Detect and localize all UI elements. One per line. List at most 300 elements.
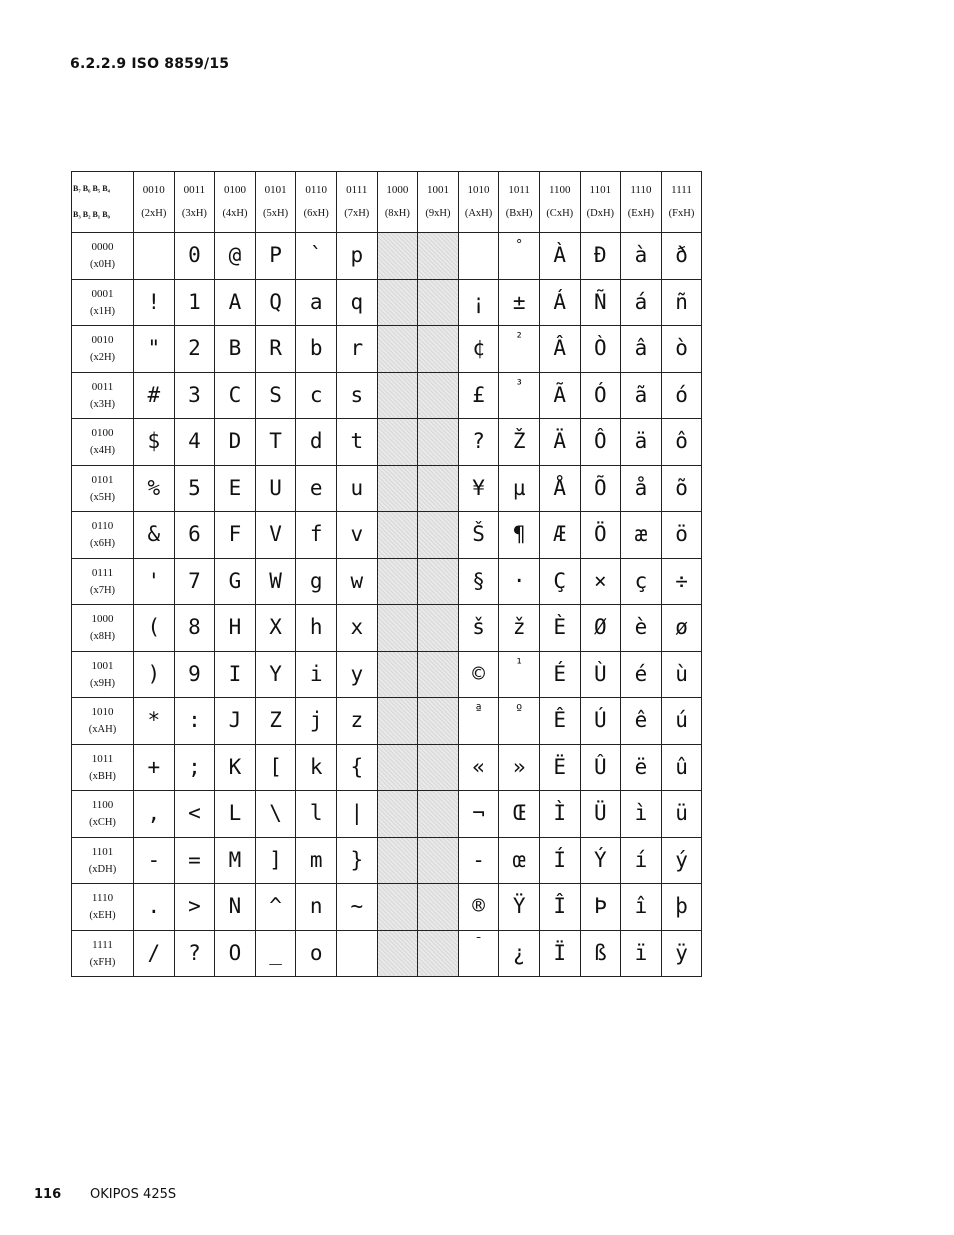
column-binary: 1000 (386, 183, 409, 196)
char-cell: y (336, 651, 377, 698)
char-cell (377, 419, 418, 466)
column-hex: (6xH) (303, 207, 329, 219)
char-cell: ÿ (661, 930, 702, 977)
char-cell (377, 512, 418, 559)
column-hex: (AxH) (464, 207, 493, 219)
char-cell: v (336, 512, 377, 559)
char-cell: i (296, 651, 337, 698)
row-hex: (x2H) (89, 352, 116, 364)
char-cell: § (458, 558, 499, 605)
column-hex: (8xH) (384, 207, 410, 219)
char-cell: ð (661, 233, 702, 280)
bit-order-corner (72, 172, 134, 233)
char-cell: * (134, 698, 175, 745)
char-cell: | (336, 791, 377, 838)
char-cell: L (215, 791, 256, 838)
table-row (72, 465, 702, 512)
column-header (458, 172, 499, 233)
char-cell (377, 326, 418, 373)
char-cell: ? (458, 419, 499, 466)
char-cell: Ï (539, 930, 580, 977)
row-hex: (x6H) (89, 538, 116, 550)
char-cell: Ô (580, 419, 621, 466)
column-header (580, 172, 621, 233)
char-cell: á (621, 279, 662, 326)
char-cell: G (215, 558, 256, 605)
char-cell: U (255, 465, 296, 512)
row-binary: 0010 (91, 334, 114, 347)
char-cell: ¢ (458, 326, 499, 373)
char-cell: © (458, 651, 499, 698)
row-binary: 1111 (92, 938, 113, 951)
char-cell: Á (539, 279, 580, 326)
table-row (72, 372, 702, 419)
char-cell: \ (255, 791, 296, 838)
char-cell: ' (134, 558, 175, 605)
char-cell: B (215, 326, 256, 373)
row-header (72, 233, 134, 280)
row-hex: (x9H) (89, 677, 116, 689)
column-binary: 1100 (548, 183, 571, 196)
char-cell: ç (621, 558, 662, 605)
char-cell: { (336, 744, 377, 791)
column-binary: 1111 (671, 183, 692, 196)
char-cell: K (215, 744, 256, 791)
row-hex: (xAH) (88, 724, 117, 736)
table-row (72, 698, 702, 745)
row-header (72, 744, 134, 791)
char-cell: E (215, 465, 256, 512)
char-cell: Ò (580, 326, 621, 373)
row-hex: (xBH) (89, 770, 116, 782)
char-cell: p (336, 233, 377, 280)
char-cell: D (215, 419, 256, 466)
char-cell: Ó (580, 372, 621, 419)
column-header (296, 172, 337, 233)
char-cell: » (499, 744, 540, 791)
char-cell: V (255, 512, 296, 559)
character-set-table (71, 171, 702, 977)
char-cell: O (215, 930, 256, 977)
column-header (661, 172, 702, 233)
char-cell: 9 (174, 651, 215, 698)
column-header (377, 172, 418, 233)
column-header (499, 172, 540, 233)
table-row (72, 558, 702, 605)
row-binary: 0100 (91, 427, 114, 440)
char-cell (418, 605, 459, 652)
char-cell: $ (134, 419, 175, 466)
char-cell: û (661, 744, 702, 791)
table-row (72, 279, 702, 326)
row-header (72, 512, 134, 559)
char-cell: c (296, 372, 337, 419)
char-cell: ¬ (458, 791, 499, 838)
table-row (72, 744, 702, 791)
char-cell: ^ (255, 884, 296, 931)
row-header (72, 326, 134, 373)
char-cell: Â (539, 326, 580, 373)
char-cell (377, 233, 418, 280)
char-cell (377, 744, 418, 791)
char-cell: Í (539, 837, 580, 884)
char-cell: } (336, 837, 377, 884)
char-cell: â (621, 326, 662, 373)
char-cell: « (458, 744, 499, 791)
char-cell: ñ (661, 279, 702, 326)
column-header (418, 172, 459, 233)
char-cell: È (539, 605, 580, 652)
char-cell: l (296, 791, 337, 838)
char-cell: ú (661, 698, 702, 745)
char-cell: µ (499, 465, 540, 512)
row-hex: (xEH) (89, 910, 116, 922)
row-header (72, 930, 134, 977)
column-header (621, 172, 662, 233)
char-cell (418, 465, 459, 512)
char-cell (418, 930, 459, 977)
char-cell: Ü (580, 791, 621, 838)
char-cell: ü (661, 791, 702, 838)
char-cell: ! (134, 279, 175, 326)
char-cell: J (215, 698, 256, 745)
char-cell: þ (661, 884, 702, 931)
char-cell: & (134, 512, 175, 559)
table-row (72, 419, 702, 466)
char-cell: X (255, 605, 296, 652)
char-cell: # (134, 372, 175, 419)
row-hex: (x8H) (89, 631, 116, 643)
char-cell: u (336, 465, 377, 512)
char-cell: º (499, 698, 540, 745)
char-cell (418, 419, 459, 466)
char-cell: Û (580, 744, 621, 791)
char-cell (418, 512, 459, 559)
row-binary: 1010 (91, 706, 114, 719)
row-hex: (x3H) (89, 398, 116, 410)
row-header (72, 698, 134, 745)
char-cell: ß (580, 930, 621, 977)
char-cell (418, 279, 459, 326)
char-cell: Œ (499, 791, 540, 838)
char-cell: è (621, 605, 662, 652)
char-cell: Ë (539, 744, 580, 791)
corner-low-bits: B₃ B₂ B₁ B₀ (73, 210, 110, 219)
char-cell: 3 (174, 372, 215, 419)
char-cell (377, 791, 418, 838)
char-cell: ý (661, 837, 702, 884)
char-cell (377, 372, 418, 419)
column-binary: 0100 (223, 183, 246, 196)
table-row (72, 884, 702, 931)
char-cell: ( (134, 605, 175, 652)
char-cell: d (296, 419, 337, 466)
char-cell: Æ (539, 512, 580, 559)
page-footer (34, 1187, 176, 1202)
char-cell: ù (661, 651, 702, 698)
char-cell: m (296, 837, 337, 884)
char-cell: × (580, 558, 621, 605)
row-header (72, 558, 134, 605)
header-row (72, 172, 702, 233)
column-hex: (CxH) (546, 207, 574, 219)
char-cell: ö (661, 512, 702, 559)
column-binary: 1101 (589, 183, 612, 196)
char-cell: h (296, 605, 337, 652)
column-header (215, 172, 256, 233)
char-cell: Î (539, 884, 580, 931)
char-cell: % (134, 465, 175, 512)
char-cell: Đ (580, 233, 621, 280)
row-hex: (x7H) (89, 584, 116, 596)
char-cell: 4 (174, 419, 215, 466)
char-cell (377, 605, 418, 652)
char-cell: õ (661, 465, 702, 512)
char-cell: S (255, 372, 296, 419)
row-binary: 0101 (91, 473, 114, 486)
char-cell: 2 (174, 326, 215, 373)
row-hex: (xDH) (88, 863, 117, 875)
row-binary: 1011 (91, 752, 114, 765)
column-binary: 0111 (346, 183, 368, 196)
corner-high-bits: B₇ B₆ B₅ B₄ (73, 184, 110, 193)
char-cell: ? (174, 930, 215, 977)
char-cell (336, 930, 377, 977)
char-cell: ô (661, 419, 702, 466)
char-cell: ä (621, 419, 662, 466)
column-hex: (2xH) (141, 207, 167, 219)
char-cell: ò (661, 326, 702, 373)
table-body (72, 233, 702, 977)
char-cell: 1 (174, 279, 215, 326)
char-cell: e (296, 465, 337, 512)
char-cell: + (134, 744, 175, 791)
char-cell (377, 558, 418, 605)
column-hex: (DxH) (586, 207, 615, 219)
char-cell (418, 744, 459, 791)
char-cell (418, 651, 459, 698)
row-binary: 1000 (91, 613, 114, 626)
char-cell (418, 884, 459, 931)
char-cell: £ (458, 372, 499, 419)
char-cell: ; (174, 744, 215, 791)
column-hex: (3xH) (181, 207, 207, 219)
row-header (72, 837, 134, 884)
char-cell: Y (255, 651, 296, 698)
char-cell: f (296, 512, 337, 559)
char-cell: 0 (174, 233, 215, 280)
column-hex: (9xH) (425, 207, 451, 219)
column-hex: (4xH) (222, 207, 248, 219)
char-cell: k (296, 744, 337, 791)
char-cell: H (215, 605, 256, 652)
char-cell: " (134, 326, 175, 373)
char-cell (418, 233, 459, 280)
char-cell (418, 791, 459, 838)
row-header (72, 279, 134, 326)
table-row (72, 326, 702, 373)
char-cell: z (336, 698, 377, 745)
char-cell: ) (134, 651, 175, 698)
column-binary: 1110 (630, 183, 652, 196)
row-header (72, 465, 134, 512)
column-header (539, 172, 580, 233)
char-cell: 5 (174, 465, 215, 512)
char-cell: < (174, 791, 215, 838)
char-cell: Ÿ (499, 884, 540, 931)
char-cell (377, 837, 418, 884)
char-cell (418, 372, 459, 419)
char-cell: A (215, 279, 256, 326)
char-cell: a (296, 279, 337, 326)
page-number: 116 (34, 1187, 62, 1202)
char-cell: Ã (539, 372, 580, 419)
char-cell: M (215, 837, 256, 884)
char-cell: ¶ (499, 512, 540, 559)
char-cell (377, 884, 418, 931)
char-cell: Ø (580, 605, 621, 652)
char-cell (418, 837, 459, 884)
column-hex: (ExH) (627, 207, 655, 219)
column-hex: (FxH) (668, 207, 695, 219)
char-cell: Ž (499, 419, 540, 466)
char-cell: t (336, 419, 377, 466)
char-cell: , (134, 791, 175, 838)
char-cell: Ì (539, 791, 580, 838)
section-heading: 6.2.2.9 ISO 8859/15 (70, 56, 230, 72)
char-cell: ï (621, 930, 662, 977)
char-cell: Ú (580, 698, 621, 745)
char-cell: · (499, 558, 540, 605)
char-cell: [ (255, 744, 296, 791)
char-cell: ¯ (458, 930, 499, 977)
char-cell: Ù (580, 651, 621, 698)
char-cell: ÷ (661, 558, 702, 605)
char-cell: ~ (336, 884, 377, 931)
column-binary: 1011 (508, 183, 530, 196)
char-cell: Z (255, 698, 296, 745)
column-binary: 1010 (467, 183, 490, 196)
char-cell: Š (458, 512, 499, 559)
row-binary: 1110 (91, 892, 114, 905)
char-cell: å (621, 465, 662, 512)
char-cell: ² (499, 326, 540, 373)
row-header (72, 651, 134, 698)
row-header (72, 419, 134, 466)
char-cell: ê (621, 698, 662, 745)
char-cell: Ç (539, 558, 580, 605)
document-title: OKIPOS 425S (90, 1187, 177, 1202)
row-header (72, 372, 134, 419)
row-hex: (x4H) (89, 445, 116, 457)
char-cell: P (255, 233, 296, 280)
char-cell: ® (458, 884, 499, 931)
char-cell: ` (296, 233, 337, 280)
char-cell: í (621, 837, 662, 884)
row-hex: (xFH) (89, 956, 116, 968)
char-cell: = (174, 837, 215, 884)
char-cell: ¥ (458, 465, 499, 512)
char-cell: N (215, 884, 256, 931)
table-header (72, 172, 702, 233)
table-row (72, 651, 702, 698)
column-binary: 1001 (426, 183, 449, 196)
char-cell: Õ (580, 465, 621, 512)
char-cell: Ñ (580, 279, 621, 326)
char-cell: q (336, 279, 377, 326)
column-binary: 0011 (183, 183, 206, 196)
table-row (72, 791, 702, 838)
char-cell: ¿ (499, 930, 540, 977)
char-cell: W (255, 558, 296, 605)
char-cell: î (621, 884, 662, 931)
char-cell: ã (621, 372, 662, 419)
row-hex: (x5H) (89, 491, 116, 503)
char-cell: @ (215, 233, 256, 280)
char-cell: Ö (580, 512, 621, 559)
char-cell: Ä (539, 419, 580, 466)
row-hex: (xCH) (89, 817, 116, 829)
row-header (72, 605, 134, 652)
char-cell: 6 (174, 512, 215, 559)
char-cell: x (336, 605, 377, 652)
column-header (174, 172, 215, 233)
column-header (255, 172, 296, 233)
row-binary: 0001 (91, 287, 114, 300)
column-hex: (5xH) (263, 207, 289, 219)
char-cell: ³ (499, 372, 540, 419)
column-header (134, 172, 175, 233)
char-cell: ± (499, 279, 540, 326)
char-cell: j (296, 698, 337, 745)
char-cell: ] (255, 837, 296, 884)
char-cell: s (336, 372, 377, 419)
char-cell: - (458, 837, 499, 884)
row-binary: 0110 (91, 520, 114, 533)
table-row (72, 837, 702, 884)
char-cell (377, 279, 418, 326)
char-cell (418, 326, 459, 373)
row-binary: 0000 (91, 241, 114, 254)
char-cell: ¡ (458, 279, 499, 326)
column-binary: 0110 (305, 183, 327, 196)
char-cell: ª (458, 698, 499, 745)
char-cell: œ (499, 837, 540, 884)
char-cell: F (215, 512, 256, 559)
row-binary: 1001 (91, 659, 114, 672)
column-header (336, 172, 377, 233)
char-cell: - (134, 837, 175, 884)
row-hex: (x0H) (89, 259, 116, 271)
row-binary: 0011 (91, 380, 114, 393)
table-row (72, 512, 702, 559)
char-cell (418, 558, 459, 605)
char-cell: Ý (580, 837, 621, 884)
char-cell: : (174, 698, 215, 745)
char-cell: à (621, 233, 662, 280)
char-cell: _ (255, 930, 296, 977)
char-cell: Þ (580, 884, 621, 931)
row-binary: 0111 (91, 566, 114, 579)
char-cell: æ (621, 512, 662, 559)
char-cell: 7 (174, 558, 215, 605)
row-header (72, 884, 134, 931)
char-cell: ó (661, 372, 702, 419)
char-cell: o (296, 930, 337, 977)
char-cell: / (134, 930, 175, 977)
char-cell: Q (255, 279, 296, 326)
char-cell (377, 465, 418, 512)
